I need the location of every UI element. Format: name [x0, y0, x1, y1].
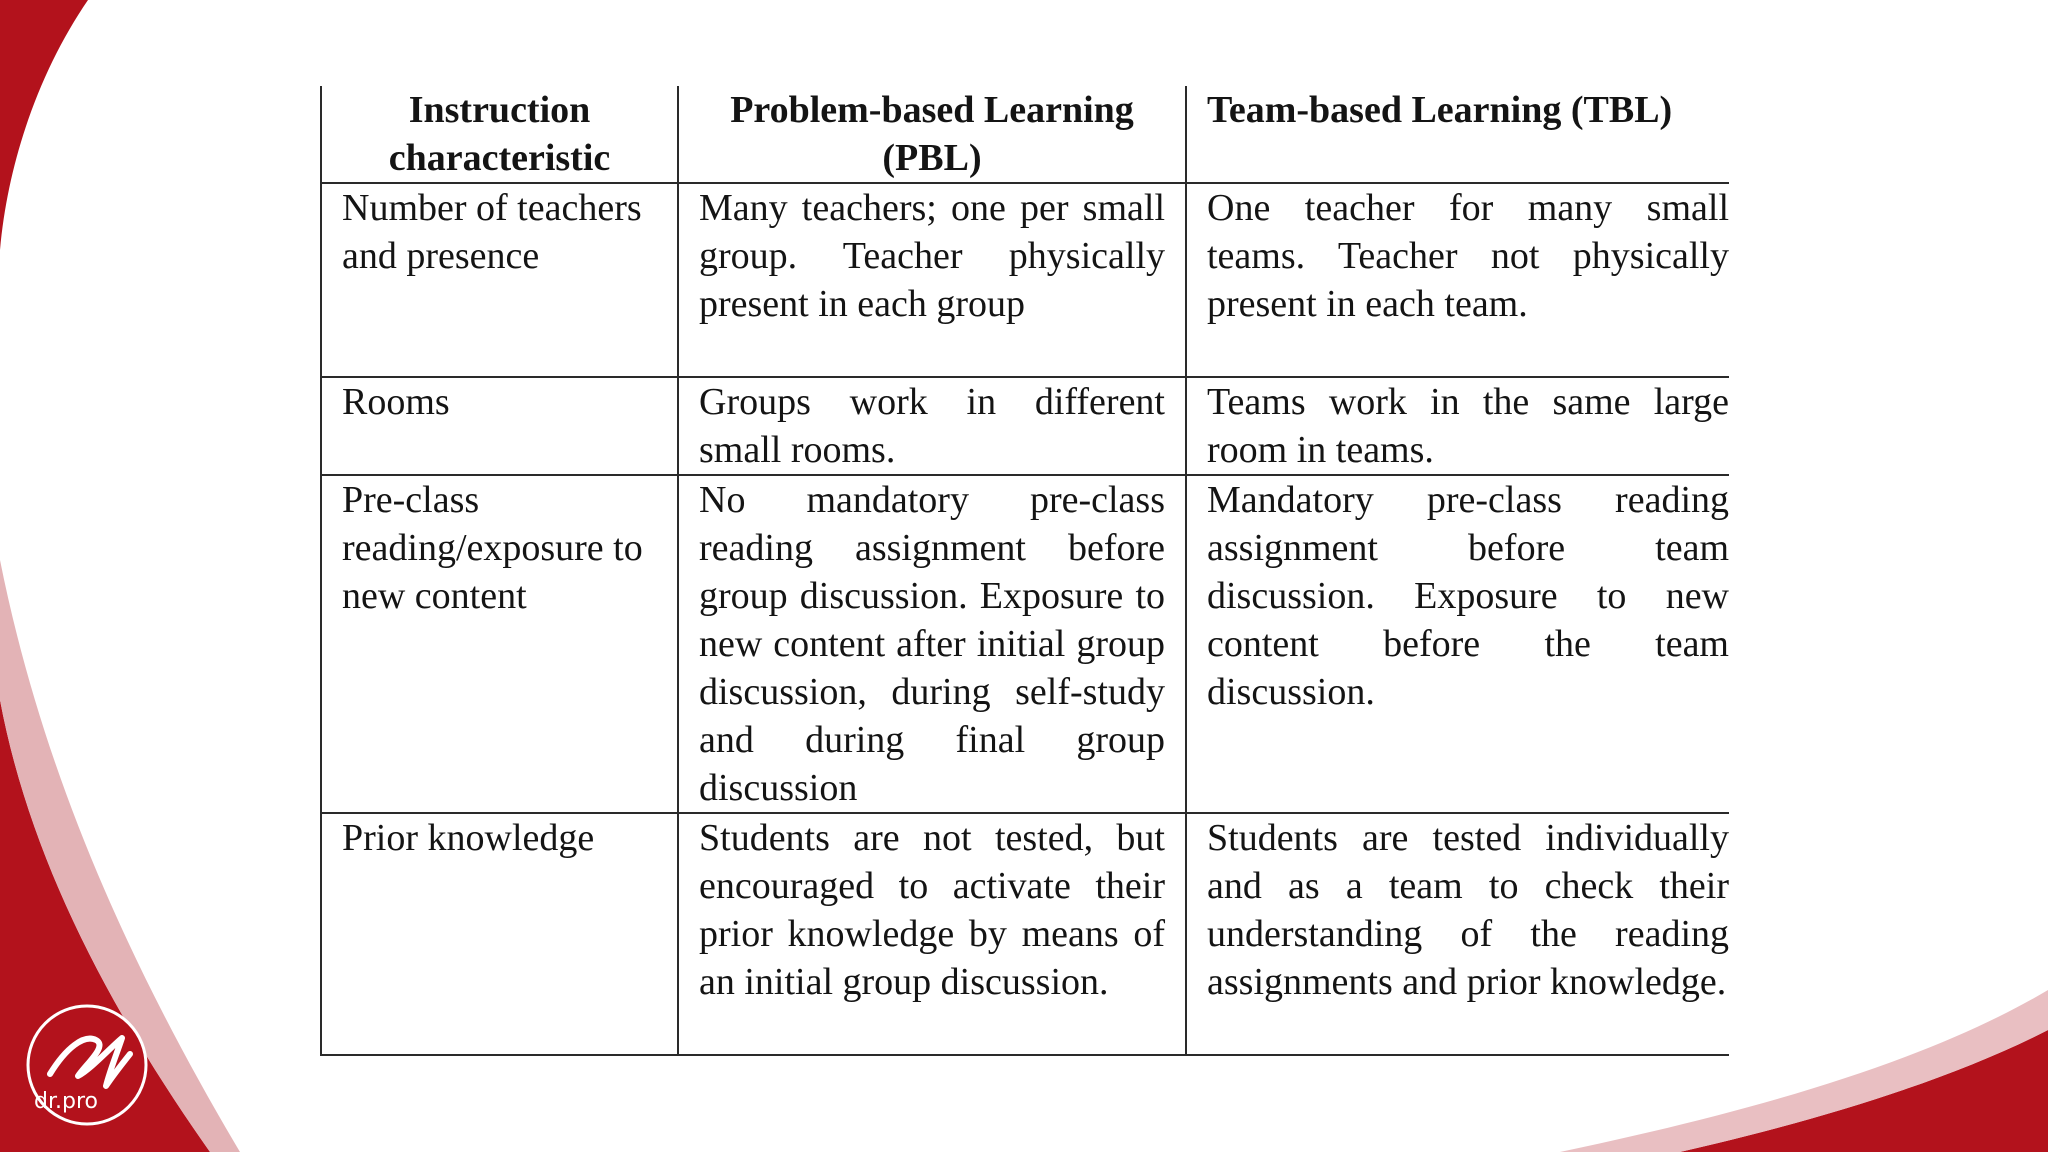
- comparison-table: [320, 86, 1729, 1056]
- header-characteristic: Instruction characteristic: [321, 86, 678, 183]
- pbl-cell: Groups work in different small rooms.: [678, 377, 1186, 475]
- pbl-cell: Students are not tested, but encouraged to activate their prior knowledge by means of an initial group discussion.: [678, 813, 1186, 1055]
- table-row: [321, 183, 1729, 377]
- header-pbl: Problem-based Learning (PBL): [678, 86, 1186, 183]
- row-label: Pre-class reading/exposure to new content: [321, 475, 678, 813]
- table-row: [321, 377, 1729, 475]
- table-header-row: [321, 86, 1729, 183]
- row-label: Rooms: [321, 377, 678, 475]
- tbl-cell: One teacher for many small teams. Teacher not physically present in each team.: [1186, 183, 1729, 377]
- tbl-cell: Teams work in the same large room in teams.: [1186, 377, 1729, 475]
- left-red-swoosh: [0, 0, 88, 250]
- comparison-table-container: [320, 86, 1728, 1056]
- row-label: Prior knowledge: [321, 813, 678, 1055]
- pbl-cell: No mandatory pre-class reading assignment before group discussion. Exposure to new content after initial group discussion, during self-study and during final group discussion: [678, 475, 1186, 813]
- row-label: Number of teachers and presence: [321, 183, 678, 377]
- table-row: [321, 813, 1729, 1055]
- header-tbl: Team-based Learning (TBL): [1186, 86, 1729, 183]
- pbl-cell: Many teachers; one per small group. Teacher physically present in each group: [678, 183, 1186, 377]
- dr-pro-logo: [26, 1004, 148, 1126]
- tbl-cell: Students are tested individually and as a team to check their understanding of the reading assignments and prior knowledge.: [1186, 813, 1729, 1055]
- table-row: [321, 475, 1729, 813]
- logo-text: dr.pro: [34, 1089, 98, 1114]
- tbl-cell: Mandatory pre-class reading assignment before team discussion. Exposure to new content before the team discussion.: [1186, 475, 1729, 813]
